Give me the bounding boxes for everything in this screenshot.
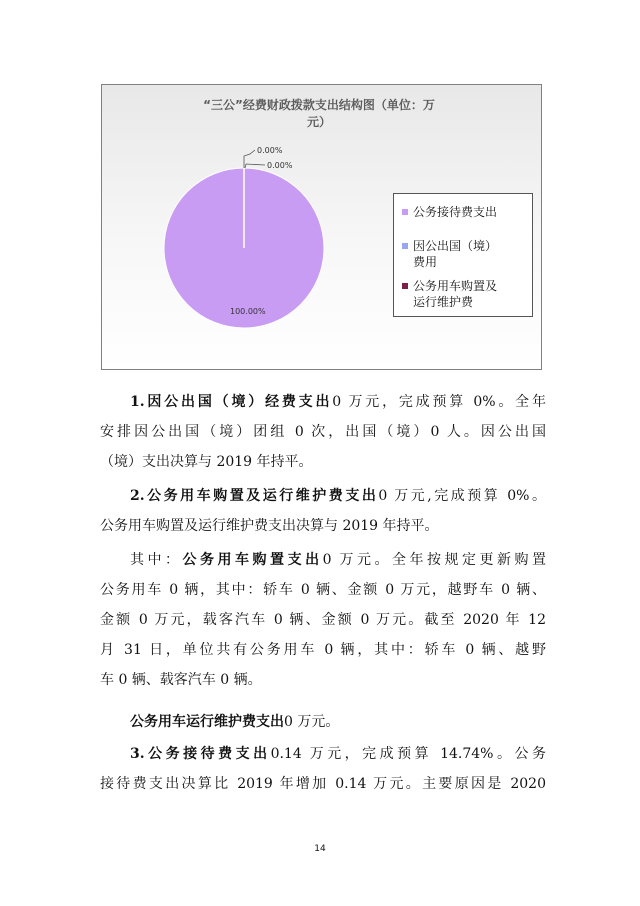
para-3-line-5: 车 0 辆、载客汽车 0 辆。 <box>100 672 262 688</box>
legend-item-overseas <box>402 238 528 270</box>
para-3-line-2: 公务用车 0 辆，其中：轿车 0 辆、金额 0 万元，越野车 0 辆、 <box>100 582 546 598</box>
data-label-overseas: 0.00% <box>257 146 283 155</box>
data-label-vehicle: 0.00% <box>267 161 293 170</box>
chart-title-line-1: “三公”经费财政拨款支出结构图（单位：万 <box>203 98 435 112</box>
para-3-line-3: 金额 0 万元，载客汽车 0 辆、金额 0 万元。截至 2020 年 12 <box>100 612 546 628</box>
page-number: 14 <box>314 844 326 854</box>
legend-label-vehicle: 公务用车购置及 运行维护费 <box>413 279 498 309</box>
para-5-line-1: 3.公务接待费支出0.14 万元，完成预算 14.74%。公务 <box>130 746 546 762</box>
para-3-line-1: 其中：公务用车购置支出0 万元。全年按规定更新购置 <box>130 552 547 568</box>
para-2-line-2: 公务用车购置及运行维护费支出决算与 2019 年持平。 <box>100 518 439 534</box>
legend-swatch-vehicle <box>402 283 408 289</box>
chart-legend <box>393 193 533 317</box>
legend-swatch-hospitality <box>402 209 408 215</box>
legend-item-vehicle <box>402 278 528 310</box>
leader-line-vehicle <box>245 164 265 168</box>
para-5-line-2: 接待费支出决算比 2019 年增加 0.14 万元。主要原因是 2020 <box>100 776 546 792</box>
legend-label-hospitality: 公务接待费支出 <box>413 205 498 219</box>
legend-item-hospitality <box>402 204 528 220</box>
para-3-line-4: 月 31 日，单位共有公务用车 0 辆，其中：轿车 0 辆、越野 <box>100 642 546 658</box>
chart-title-line-2: 元） <box>306 115 331 129</box>
para-1-line-2: 安排因公出国（境）团组 0 次，出国（境）0 人。因公出国 <box>100 424 546 440</box>
data-label-hospitality: 100.00% <box>230 307 266 316</box>
legend-swatch-overseas <box>402 243 408 249</box>
para-1-line-3: （境）支出决算与 2019 年持平。 <box>100 454 313 470</box>
para-2-line-1: 2.公务用车购置及运行维护费支出0 万元,完成预算 0%。 <box>130 488 546 504</box>
para-1-line-1: 1.因公出国（境）经费支出0 万元，完成预算 0%。全年 <box>130 394 546 410</box>
para-4-line-1: 公务用车运行维护费支出0 万元。 <box>130 714 340 730</box>
legend-label-overseas: 因公出国（境） 费用 <box>413 239 498 269</box>
